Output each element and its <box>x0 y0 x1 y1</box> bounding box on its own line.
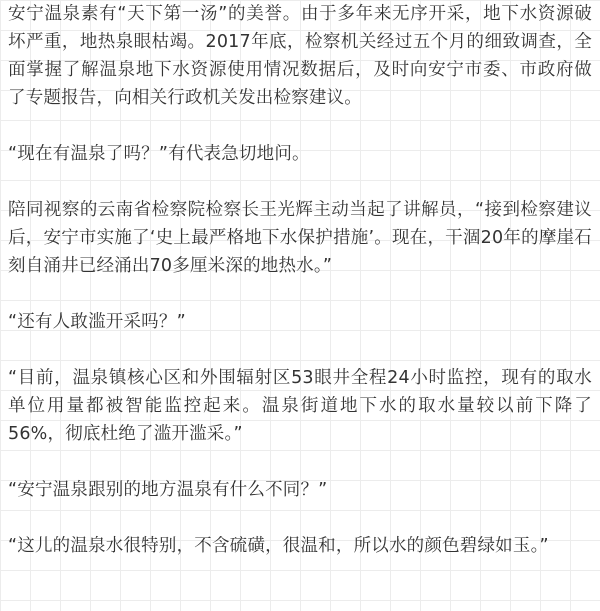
paragraph-overexploitation-question: “还有人敢滥开采吗？” <box>8 312 186 332</box>
paragraph-procurator-explanation: 陪同视察的云南省检察院检察长王光辉主动当起了讲解员，“接到检察建议后，安宁市实施了‘史上最严格地下水保护措施’。现在，干涸20年的摩崖石刻自涌井已经涌出70多厘米深的地热水。” <box>8 200 592 276</box>
paragraph-hot-spring-background: 安宁温泉素有“天下第一汤”的美誉。由于多年来无序开采，地下水资源破坏严重，地热泉眼枯竭。2017年底，检察机关经过五个月的细致调查，全面掌握了解温泉地下水资源使用情况数据后，及时向安宁市委、市政府做了专题报告，向相关行政机关发出检察建议。 <box>8 4 592 108</box>
paragraph-delegate-question: “现在有温泉了吗？”有代表急切地问。 <box>8 144 310 164</box>
paragraph-water-quality-answer: “这儿的温泉水很特别，不含硫磺，很温和，所以水的颜色碧绿如玉。” <box>8 536 549 556</box>
paragraph-difference-question: “安宁温泉跟别的地方温泉有什么不同？” <box>8 480 328 500</box>
paragraph-monitoring-answer: “目前，温泉镇核心区和外围辐射区53眼井全程24小时监控，现有的取水单位用量都被智能监控起来。温泉街道地下水的取水量较以前下降了56%，彻底杜绝了滥开滥采。” <box>8 368 592 444</box>
